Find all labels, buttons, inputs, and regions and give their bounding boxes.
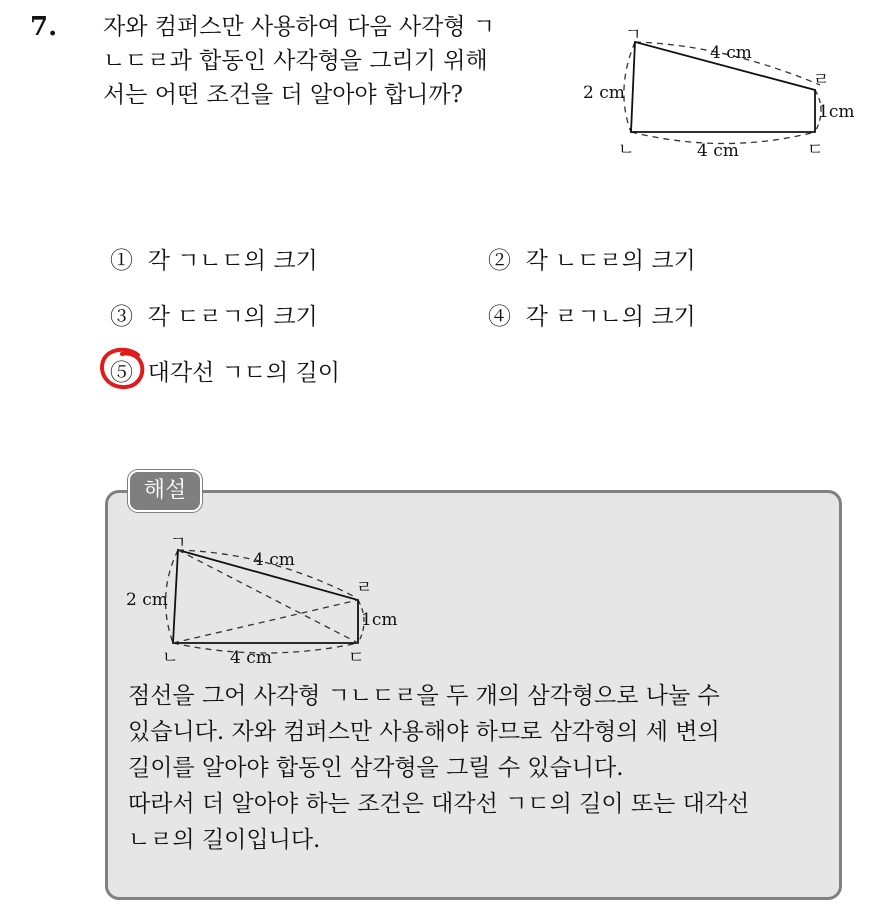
vertex-label-d: ㄷ (807, 140, 824, 160)
option-number: ③ (110, 304, 133, 330)
vertex-label-g: ㄱ (170, 535, 187, 553)
explanation-line: 길이를 알아야 합동인 삼각형을 그릴 수 있습니다. (128, 755, 624, 781)
vertex-label-n: ㄴ (618, 140, 635, 160)
explanation-line: ㄴㄹ의 길이입니다. (128, 827, 321, 853)
vertex-label-r: ㄹ (356, 578, 373, 598)
explanation-text (128, 678, 828, 858)
option-3[interactable] (110, 298, 318, 331)
question-number: 7. (30, 12, 58, 42)
vertex-label-d: ㄷ (348, 648, 365, 668)
explanation-tag: 해설 (128, 470, 202, 512)
side-label-bottom: 4 cm (230, 648, 272, 668)
side-label-right: 1cm (361, 610, 398, 630)
explanation-line: 따라서 더 알아야 하는 조건은 대각선 ㄱㄷ의 길이 또는 대각선 (128, 791, 750, 817)
option-2[interactable] (488, 242, 696, 275)
vertex-label-g: ㄱ (625, 25, 642, 45)
option-number: ④ (488, 304, 511, 330)
question-line: ㄴㄷㄹ과 합동인 사각형을 그리기 위해 (103, 48, 488, 74)
option-number: ② (488, 248, 511, 274)
question-line: 자와 컴퍼스만 사용하여 다음 사각형 ㄱ (103, 14, 496, 40)
explanation-line: 있습니다. 자와 컴퍼스만 사용해야 하므로 삼각형의 세 변의 (128, 719, 720, 745)
option-text: 각 ㄴㄷㄹ의 크기 (525, 248, 696, 274)
option-text: 각 ㄹㄱㄴ의 크기 (525, 304, 696, 330)
option-4[interactable] (488, 298, 696, 331)
option-number: ① (110, 248, 133, 274)
explanation-figure (120, 535, 420, 675)
question-text (103, 10, 573, 112)
option-1[interactable] (110, 242, 318, 275)
option-text: 각 ㄷㄹㄱ의 크기 (147, 304, 318, 330)
option-text: 대각선 ㄱㄷ의 길이 (147, 360, 340, 386)
vertex-label-r: ㄹ (813, 70, 830, 90)
question-line: 서는 어떤 조건을 더 알아야 합니까? (103, 82, 463, 108)
quadrilateral-figure (575, 20, 875, 170)
side-label-left: 2 cm (126, 590, 168, 610)
vertex-label-n: ㄴ (162, 648, 179, 668)
side-label-top: 4 cm (253, 550, 295, 570)
option-text: 각 ㄱㄴㄷ의 크기 (147, 248, 318, 274)
side-label-bottom: 4 cm (697, 141, 739, 161)
explanation-line: 점선을 그어 사각형 ㄱㄴㄷㄹ을 두 개의 삼각형으로 나눌 수 (128, 683, 720, 709)
answer-circle-mark (98, 346, 150, 392)
diagonal-n-r (173, 600, 358, 643)
side-label-right: 1cm (818, 102, 855, 122)
side-label-left: 2 cm (583, 83, 625, 103)
option-number: ⑤ (110, 360, 133, 386)
side-label-top: 4 cm (710, 43, 752, 63)
